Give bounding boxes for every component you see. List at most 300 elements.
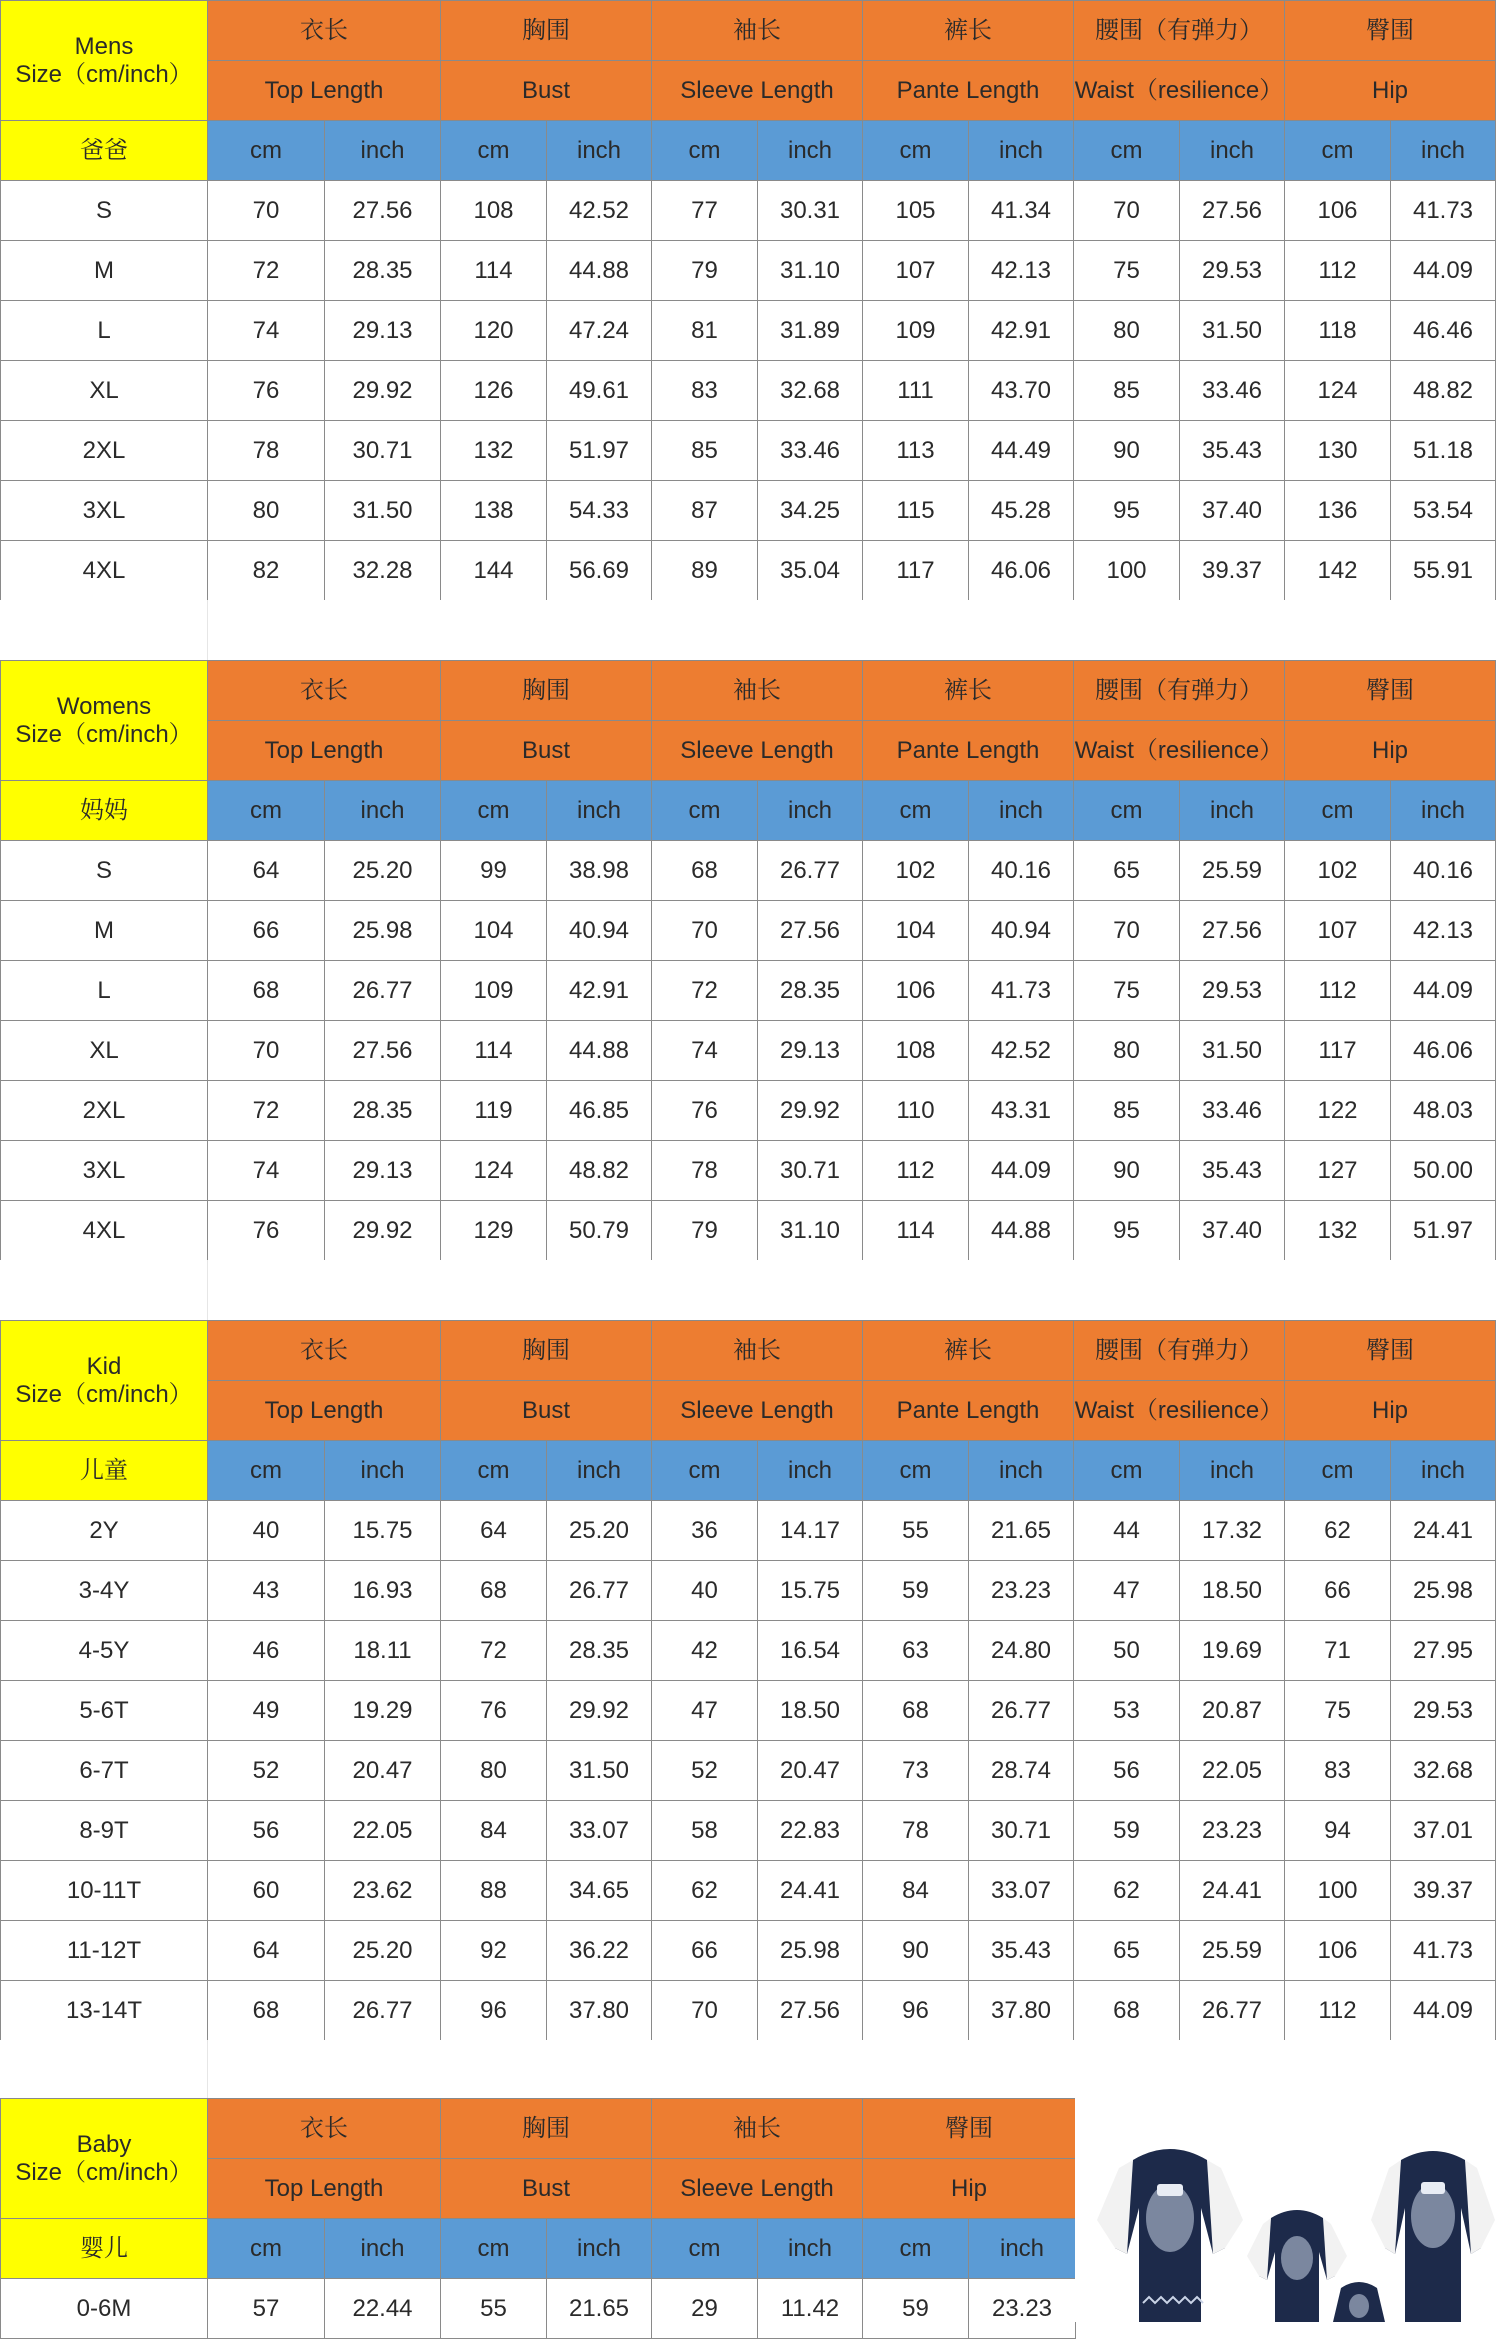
unit-inch: inch — [325, 121, 441, 181]
value-inch-cell: 51.97 — [1391, 1201, 1496, 1261]
value-cm-cell: 85 — [652, 421, 758, 481]
value-inch-cell: 32.28 — [325, 541, 441, 601]
value-inch-cell: 27.56 — [758, 1981, 863, 2041]
value-cm-cell: 62 — [1074, 1861, 1180, 1921]
value-inch-cell: 51.97 — [547, 421, 652, 481]
value-cm-cell: 68 — [863, 1681, 969, 1741]
header-zh: 臀围 — [1285, 1, 1496, 61]
unit-inch: inch — [758, 781, 863, 841]
table-row — [1, 841, 1496, 901]
value-inch-cell: 30.31 — [758, 181, 863, 241]
value-cm-cell: 87 — [652, 481, 758, 541]
value-cm-cell: 40 — [208, 1501, 325, 1561]
header-en: Bust — [441, 721, 652, 781]
unit-inch: inch — [969, 121, 1074, 181]
value-cm-cell: 112 — [1285, 241, 1391, 301]
value-inch-cell: 20.87 — [1180, 1681, 1285, 1741]
value-cm-cell: 75 — [1074, 961, 1180, 1021]
value-cm-cell: 64 — [441, 1501, 547, 1561]
value-cm-cell: 76 — [441, 1681, 547, 1741]
value-inch-cell: 48.82 — [1391, 361, 1496, 421]
value-cm-cell: 119 — [441, 1081, 547, 1141]
value-cm-cell: 111 — [863, 361, 969, 421]
header-zh: 腰围（有弹力） — [1074, 661, 1285, 721]
value-inch-cell: 42.52 — [969, 1021, 1074, 1081]
table-row — [1, 901, 1496, 961]
section-label-unit: Size（cm/inch） — [15, 2158, 193, 2186]
value-inch-cell: 27.56 — [1180, 901, 1285, 961]
unit-cm: cm — [441, 121, 547, 181]
value-inch-cell: 23.23 — [969, 1561, 1074, 1621]
value-cm-cell: 100 — [1074, 541, 1180, 601]
kids-size-table — [0, 1320, 1496, 2041]
unit-inch: inch — [1391, 781, 1496, 841]
value-cm-cell: 109 — [441, 961, 547, 1021]
value-cm-cell: 55 — [441, 2279, 547, 2339]
table-row — [1, 1201, 1496, 1261]
table-row — [1, 1981, 1496, 2041]
header-en: Hip — [1285, 1381, 1496, 1441]
value-cm-cell: 70 — [652, 901, 758, 961]
value-cm-cell: 55 — [863, 1501, 969, 1561]
value-cm-cell: 124 — [441, 1141, 547, 1201]
value-inch-cell: 38.98 — [547, 841, 652, 901]
table-row — [1, 1801, 1496, 1861]
unit-cm: cm — [652, 2219, 758, 2279]
value-inch-cell: 23.62 — [325, 1861, 441, 1921]
value-cm-cell: 59 — [863, 1561, 969, 1621]
value-cm-cell: 120 — [441, 301, 547, 361]
value-inch-cell: 30.71 — [969, 1801, 1074, 1861]
value-inch-cell: 48.82 — [547, 1141, 652, 1201]
value-cm-cell: 56 — [1074, 1741, 1180, 1801]
value-inch-cell: 43.70 — [969, 361, 1074, 421]
size-cell: M — [1, 241, 208, 301]
value-cm-cell: 105 — [863, 181, 969, 241]
unit-inch: inch — [969, 781, 1074, 841]
value-inch-cell: 27.56 — [325, 181, 441, 241]
value-inch-cell: 25.20 — [325, 841, 441, 901]
unit-inch: inch — [1391, 121, 1496, 181]
value-cm-cell: 76 — [208, 361, 325, 421]
value-inch-cell: 55.91 — [1391, 541, 1496, 601]
value-cm-cell: 129 — [441, 1201, 547, 1261]
value-inch-cell: 31.50 — [547, 1741, 652, 1801]
size-cell: 3-4Y — [1, 1561, 208, 1621]
value-inch-cell: 44.09 — [1391, 241, 1496, 301]
value-cm-cell: 107 — [863, 241, 969, 301]
value-cm-cell: 70 — [208, 181, 325, 241]
value-cm-cell: 72 — [208, 241, 325, 301]
section-spacer — [0, 1260, 1500, 1320]
value-inch-cell: 53.54 — [1391, 481, 1496, 541]
unit-inch: inch — [1180, 781, 1285, 841]
value-inch-cell: 31.50 — [325, 481, 441, 541]
unit-inch: inch — [547, 781, 652, 841]
value-inch-cell: 29.92 — [325, 1201, 441, 1261]
value-inch-cell: 30.71 — [325, 421, 441, 481]
header-en: Bust — [441, 1381, 652, 1441]
value-inch-cell: 33.46 — [758, 421, 863, 481]
unit-cm: cm — [863, 1441, 969, 1501]
size-cell: L — [1, 961, 208, 1021]
value-inch-cell: 49.61 — [547, 361, 652, 421]
header-zh: 腰围（有弹力） — [1074, 1321, 1285, 1381]
size-cell: M — [1, 901, 208, 961]
header-zh: 袖长 — [652, 1321, 863, 1381]
header-zh: 胸围 — [441, 2099, 652, 2159]
value-cm-cell: 106 — [1285, 1921, 1391, 1981]
value-cm-cell: 68 — [1074, 1981, 1180, 2041]
value-cm-cell: 72 — [652, 961, 758, 1021]
value-inch-cell: 43.31 — [969, 1081, 1074, 1141]
unit-inch: inch — [325, 2219, 441, 2279]
unit-cm: cm — [441, 781, 547, 841]
value-inch-cell: 40.16 — [969, 841, 1074, 901]
value-inch-cell: 41.34 — [969, 181, 1074, 241]
header-zh: 袖长 — [652, 661, 863, 721]
unit-inch: inch — [547, 1441, 652, 1501]
header-en: Pante Length — [863, 1381, 1074, 1441]
table-row — [1, 1741, 1496, 1801]
value-cm-cell: 83 — [1285, 1741, 1391, 1801]
value-inch-cell: 32.68 — [758, 361, 863, 421]
value-inch-cell: 29.53 — [1391, 1681, 1496, 1741]
value-cm-cell: 52 — [208, 1741, 325, 1801]
header-en: Hip — [1285, 61, 1496, 121]
value-cm-cell: 68 — [208, 961, 325, 1021]
value-inch-cell: 29.53 — [1180, 241, 1285, 301]
header-en: Bust — [441, 61, 652, 121]
unit-inch: inch — [758, 1441, 863, 1501]
header-en: Top Length — [208, 1381, 441, 1441]
section-spacer — [0, 2040, 1500, 2098]
value-cm-cell: 102 — [1285, 841, 1391, 901]
value-inch-cell: 29.53 — [1180, 961, 1285, 1021]
header-en: Sleeve Length — [652, 1381, 863, 1441]
value-inch-cell: 26.77 — [325, 961, 441, 1021]
value-inch-cell: 34.65 — [547, 1861, 652, 1921]
header-zh: 衣长 — [208, 2099, 441, 2159]
value-inch-cell: 27.56 — [1180, 181, 1285, 241]
value-cm-cell: 88 — [441, 1861, 547, 1921]
value-cm-cell: 130 — [1285, 421, 1391, 481]
value-inch-cell: 31.89 — [758, 301, 863, 361]
unit-inch: inch — [325, 781, 441, 841]
value-inch-cell: 29.13 — [325, 301, 441, 361]
value-cm-cell: 71 — [1285, 1621, 1391, 1681]
section-label-zh: 婴儿 — [1, 2219, 208, 2279]
unit-cm: cm — [652, 781, 758, 841]
value-inch-cell: 46.06 — [1391, 1021, 1496, 1081]
table-row — [1, 1081, 1496, 1141]
value-cm-cell: 72 — [208, 1081, 325, 1141]
value-inch-cell: 18.50 — [758, 1681, 863, 1741]
unit-cm: cm — [1074, 1441, 1180, 1501]
value-inch-cell: 24.80 — [969, 1621, 1074, 1681]
table-row — [1, 421, 1496, 481]
value-cm-cell: 112 — [1285, 1981, 1391, 2041]
header-zh: 臀围 — [863, 2099, 1076, 2159]
value-inch-cell: 28.74 — [969, 1741, 1074, 1801]
value-cm-cell: 59 — [863, 2279, 969, 2339]
header-zh: 裤长 — [863, 661, 1074, 721]
size-cell: 4-5Y — [1, 1621, 208, 1681]
value-cm-cell: 80 — [1074, 301, 1180, 361]
header-zh: 衣长 — [208, 1321, 441, 1381]
size-cell: 2XL — [1, 421, 208, 481]
value-inch-cell: 19.29 — [325, 1681, 441, 1741]
mens-size-table — [0, 0, 1496, 601]
header-en: Top Length — [208, 721, 441, 781]
value-cm-cell: 66 — [208, 901, 325, 961]
value-cm-cell: 29 — [652, 2279, 758, 2339]
header-zh: 胸围 — [441, 661, 652, 721]
value-inch-cell: 33.46 — [1180, 361, 1285, 421]
size-cell: 3XL — [1, 481, 208, 541]
value-inch-cell: 25.59 — [1180, 1921, 1285, 1981]
value-inch-cell: 31.50 — [1180, 301, 1285, 361]
unit-inch: inch — [1391, 1441, 1496, 1501]
section-spacer — [0, 600, 1500, 660]
header-en: Waist（resilience） — [1074, 721, 1285, 781]
value-cm-cell: 85 — [1074, 1081, 1180, 1141]
value-cm-cell: 60 — [208, 1861, 325, 1921]
header-zh: 腰围（有弹力） — [1074, 1, 1285, 61]
table-row — [1, 2279, 1076, 2339]
header-zh: 衣长 — [208, 1, 441, 61]
value-inch-cell: 51.18 — [1391, 421, 1496, 481]
value-cm-cell: 68 — [652, 841, 758, 901]
value-cm-cell: 73 — [863, 1741, 969, 1801]
value-cm-cell: 74 — [208, 1141, 325, 1201]
value-cm-cell: 96 — [441, 1981, 547, 2041]
value-cm-cell: 80 — [441, 1741, 547, 1801]
header-en: Bust — [441, 2159, 652, 2219]
table-row — [1, 1561, 1496, 1621]
value-inch-cell: 34.25 — [758, 481, 863, 541]
value-inch-cell: 37.80 — [547, 1981, 652, 2041]
value-inch-cell: 25.98 — [325, 901, 441, 961]
value-inch-cell: 22.05 — [325, 1801, 441, 1861]
section-label-zh: 爸爸 — [1, 121, 208, 181]
value-cm-cell: 102 — [863, 841, 969, 901]
womens-size-table — [0, 660, 1496, 1261]
size-cell: S — [1, 841, 208, 901]
value-cm-cell: 80 — [208, 481, 325, 541]
value-cm-cell: 106 — [1285, 181, 1391, 241]
value-inch-cell: 37.80 — [969, 1981, 1074, 2041]
value-cm-cell: 142 — [1285, 541, 1391, 601]
value-cm-cell: 90 — [1074, 1141, 1180, 1201]
unit-cm: cm — [441, 1441, 547, 1501]
table-row — [1, 1501, 1496, 1561]
value-inch-cell: 41.73 — [969, 961, 1074, 1021]
section-label — [1, 661, 208, 781]
header-en: Waist（resilience） — [1074, 61, 1285, 121]
table-row — [1, 241, 1496, 301]
value-cm-cell: 113 — [863, 421, 969, 481]
unit-cm: cm — [863, 781, 969, 841]
unit-cm: cm — [1285, 1441, 1391, 1501]
family-pajamas-product-photo-icon — [1075, 2098, 1500, 2322]
value-cm-cell: 47 — [1074, 1561, 1180, 1621]
value-cm-cell: 57 — [208, 2279, 325, 2339]
table-row — [1, 1021, 1496, 1081]
value-cm-cell: 127 — [1285, 1141, 1391, 1201]
unit-cm: cm — [208, 2219, 325, 2279]
size-cell: XL — [1, 361, 208, 421]
value-cm-cell: 62 — [652, 1861, 758, 1921]
value-cm-cell: 84 — [441, 1801, 547, 1861]
value-inch-cell: 28.35 — [547, 1621, 652, 1681]
value-inch-cell: 40.16 — [1391, 841, 1496, 901]
value-inch-cell: 44.09 — [1391, 961, 1496, 1021]
value-inch-cell: 25.20 — [325, 1921, 441, 1981]
value-inch-cell: 17.32 — [1180, 1501, 1285, 1561]
unit-cm: cm — [652, 1441, 758, 1501]
value-inch-cell: 42.52 — [547, 181, 652, 241]
value-cm-cell: 124 — [1285, 361, 1391, 421]
value-inch-cell: 27.56 — [758, 901, 863, 961]
section-label-unit: Size（cm/inch） — [15, 720, 193, 748]
value-cm-cell: 104 — [863, 901, 969, 961]
value-cm-cell: 78 — [652, 1141, 758, 1201]
value-cm-cell: 144 — [441, 541, 547, 601]
value-cm-cell: 80 — [1074, 1021, 1180, 1081]
table-row — [1, 361, 1496, 421]
value-cm-cell: 126 — [441, 361, 547, 421]
size-cell: 8-9T — [1, 1801, 208, 1861]
header-en: Sleeve Length — [652, 721, 863, 781]
value-inch-cell: 32.68 — [1391, 1741, 1496, 1801]
value-cm-cell: 58 — [652, 1801, 758, 1861]
value-cm-cell: 109 — [863, 301, 969, 361]
value-cm-cell: 36 — [652, 1501, 758, 1561]
header-en: Hip — [1285, 721, 1496, 781]
unit-cm: cm — [1285, 121, 1391, 181]
value-inch-cell: 22.44 — [325, 2279, 441, 2339]
size-cell: 2Y — [1, 1501, 208, 1561]
value-inch-cell: 44.88 — [969, 1201, 1074, 1261]
size-cell: L — [1, 301, 208, 361]
unit-inch: inch — [1180, 1441, 1285, 1501]
section-label-unit: Size（cm/inch） — [15, 1380, 193, 1408]
value-inch-cell: 19.69 — [1180, 1621, 1285, 1681]
value-cm-cell: 110 — [863, 1081, 969, 1141]
value-cm-cell: 138 — [441, 481, 547, 541]
value-cm-cell: 76 — [652, 1081, 758, 1141]
header-zh: 臀围 — [1285, 1321, 1496, 1381]
value-inch-cell: 29.92 — [547, 1681, 652, 1741]
header-zh: 裤长 — [863, 1321, 1074, 1381]
value-inch-cell: 44.88 — [547, 1021, 652, 1081]
value-inch-cell: 26.77 — [547, 1561, 652, 1621]
value-cm-cell: 92 — [441, 1921, 547, 1981]
unit-cm: cm — [208, 121, 325, 181]
value-cm-cell: 81 — [652, 301, 758, 361]
value-cm-cell: 75 — [1285, 1681, 1391, 1741]
value-inch-cell: 42.13 — [969, 241, 1074, 301]
value-inch-cell: 50.79 — [547, 1201, 652, 1261]
table-row — [1, 1861, 1496, 1921]
value-inch-cell: 46.06 — [969, 541, 1074, 601]
value-cm-cell: 132 — [1285, 1201, 1391, 1261]
value-inch-cell: 46.46 — [1391, 301, 1496, 361]
value-inch-cell: 28.35 — [758, 961, 863, 1021]
value-inch-cell: 40.94 — [547, 901, 652, 961]
section-label-title: Kid — [86, 1352, 122, 1380]
section-label-title: Mens — [74, 32, 134, 60]
size-cell: 10-11T — [1, 1861, 208, 1921]
header-en: Waist（resilience） — [1074, 1381, 1285, 1441]
value-cm-cell: 49 — [208, 1681, 325, 1741]
value-inch-cell: 14.17 — [758, 1501, 863, 1561]
value-cm-cell: 62 — [1285, 1501, 1391, 1561]
value-inch-cell: 56.69 — [547, 541, 652, 601]
value-cm-cell: 43 — [208, 1561, 325, 1621]
value-cm-cell: 42 — [652, 1621, 758, 1681]
unit-inch: inch — [547, 121, 652, 181]
value-cm-cell: 114 — [863, 1201, 969, 1261]
value-inch-cell: 15.75 — [758, 1561, 863, 1621]
value-inch-cell: 39.37 — [1180, 541, 1285, 601]
value-inch-cell: 20.47 — [758, 1741, 863, 1801]
value-cm-cell: 89 — [652, 541, 758, 601]
value-cm-cell: 59 — [1074, 1801, 1180, 1861]
value-inch-cell: 37.01 — [1391, 1801, 1496, 1861]
value-inch-cell: 42.13 — [1391, 901, 1496, 961]
value-cm-cell: 84 — [863, 1861, 969, 1921]
value-cm-cell: 68 — [208, 1981, 325, 2041]
value-inch-cell: 29.92 — [758, 1081, 863, 1141]
value-inch-cell: 54.33 — [547, 481, 652, 541]
header-en: Top Length — [208, 2159, 441, 2219]
value-inch-cell: 42.91 — [547, 961, 652, 1021]
value-inch-cell: 16.93 — [325, 1561, 441, 1621]
value-inch-cell: 35.43 — [969, 1921, 1074, 1981]
value-inch-cell: 44.09 — [1391, 1981, 1496, 2041]
value-cm-cell: 112 — [863, 1141, 969, 1201]
value-cm-cell: 78 — [208, 421, 325, 481]
section-label — [1, 2099, 208, 2219]
header-en: Top Length — [208, 61, 441, 121]
value-cm-cell: 82 — [208, 541, 325, 601]
value-cm-cell: 65 — [1074, 1921, 1180, 1981]
value-cm-cell: 95 — [1074, 481, 1180, 541]
value-cm-cell: 70 — [1074, 901, 1180, 961]
value-inch-cell: 39.37 — [1391, 1861, 1496, 1921]
value-inch-cell: 44.88 — [547, 241, 652, 301]
value-cm-cell: 136 — [1285, 481, 1391, 541]
value-inch-cell: 35.43 — [1180, 421, 1285, 481]
unit-inch: inch — [969, 2219, 1076, 2279]
value-cm-cell: 107 — [1285, 901, 1391, 961]
section-label — [1, 1, 208, 121]
section-label-unit: Size（cm/inch） — [15, 60, 193, 88]
baby-size-table — [0, 2098, 1076, 2339]
header-zh: 胸围 — [441, 1321, 652, 1381]
value-cm-cell: 52 — [652, 1741, 758, 1801]
value-cm-cell: 70 — [208, 1021, 325, 1081]
value-cm-cell: 117 — [863, 541, 969, 601]
size-cell: 0-6M — [1, 2279, 208, 2339]
value-inch-cell: 22.83 — [758, 1801, 863, 1861]
value-inch-cell: 26.77 — [1180, 1981, 1285, 2041]
value-inch-cell: 47.24 — [547, 301, 652, 361]
value-inch-cell: 27.95 — [1391, 1621, 1496, 1681]
value-cm-cell: 66 — [1285, 1561, 1391, 1621]
